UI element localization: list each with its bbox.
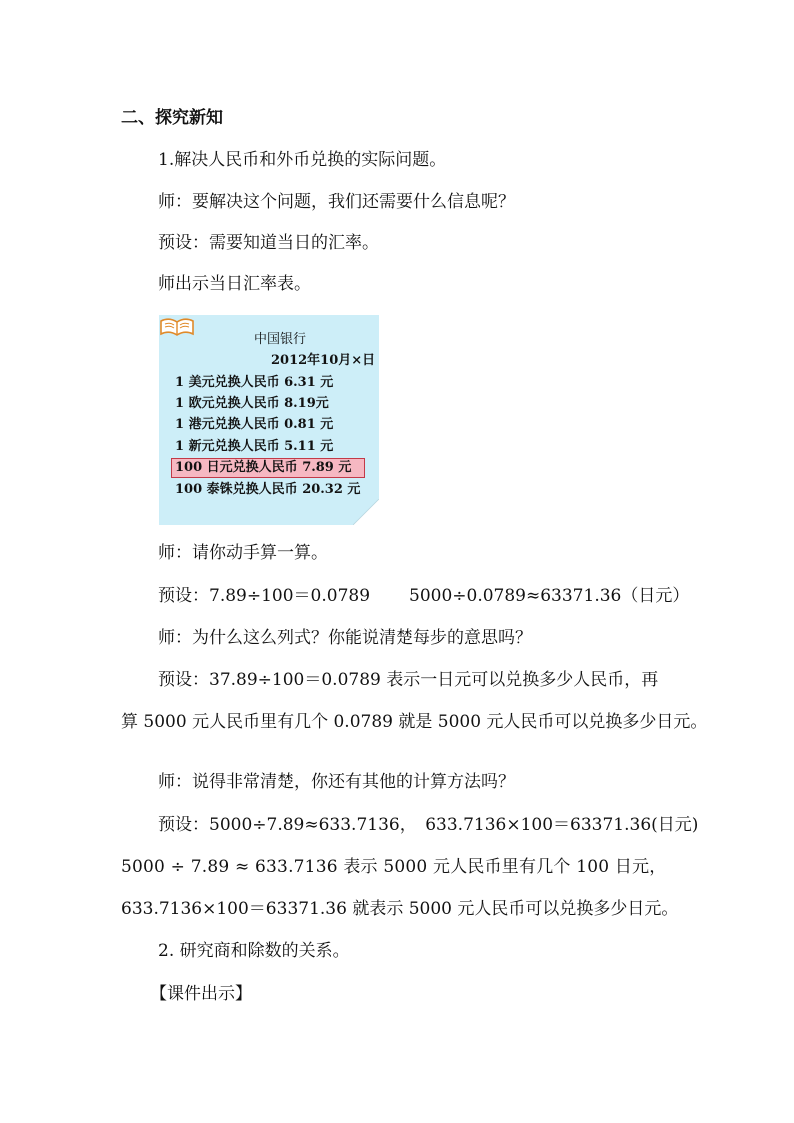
preset-answer-4-line1: 预设：5000÷7.89≈633.7136， 633.7136×100＝63371.36(日元) [158,815,699,835]
teacher-show-table: 师出示当日汇率表。 [158,274,311,294]
section-2-title: 2. 研究商和除数的关系。 [158,941,350,961]
exchange-rate-card [159,315,379,525]
preset-answer-4-line2: 5000 ÷ 7.89 ≈ 633.7136 表示 5000 元人民币里有几个 100 日元， [121,857,667,877]
section-heading: 二、探究新知 [121,108,223,128]
rate-date: 2012年10月×日 [271,353,376,368]
teacher-question-2: 师：请你动手算一算。 [158,543,328,563]
rate-sgd: 1 新元兑换人民币 5.11 元 [175,439,334,454]
preset-answer-2b: 5000÷0.0789≈63371.36（日元） [409,586,690,606]
preset-answer-4-line3: 633.7136×100＝63371.36 就表示 5000 元人民币可以兑换多少日元。 [121,899,679,919]
rate-jpy: 100 日元兑换人民币 7.89 元 [175,460,352,475]
rate-hkd: 1 港元兑换人民币 0.81 元 [175,417,334,432]
page-curl [353,499,379,525]
teacher-question-1: 师：要解决这个问题，我们还需要什么信息呢？ [158,192,515,212]
courseware-label: 【课件出示】 [150,984,252,1004]
preset-answer-2a: 预设：7.89÷100＝0.0789 [158,586,371,606]
bank-name: 中国银行 [254,332,307,347]
rate-usd: 1 美元兑换人民币 6.31 元 [175,375,334,390]
book-icon [159,315,195,337]
rate-eur: 1 欧元兑换人民币 8.19元 [175,396,329,411]
section-1-title: 1.解决人民币和外币兑换的实际问题。 [158,150,447,170]
preset-answer-3-line1: 预设：37.89÷100＝0.0789 表示一日元可以兑换多少人民币，再 [158,670,659,690]
preset-answer-3-line2: 算 5000 元人民币里有几个 0.0789 就是 5000 元人民币可以兑换多少日元。 [121,712,708,732]
teacher-question-4: 师：说得非常清楚，你还有其他的计算方法吗？ [158,772,515,792]
teacher-question-3: 师：为什么这么列式？你能说清楚每步的意思吗？ [158,628,532,648]
preset-answer-1: 预设：需要知道当日的汇率。 [158,233,379,253]
rate-thb: 100 泰铢兑换人民币 20.32 元 [175,482,361,497]
